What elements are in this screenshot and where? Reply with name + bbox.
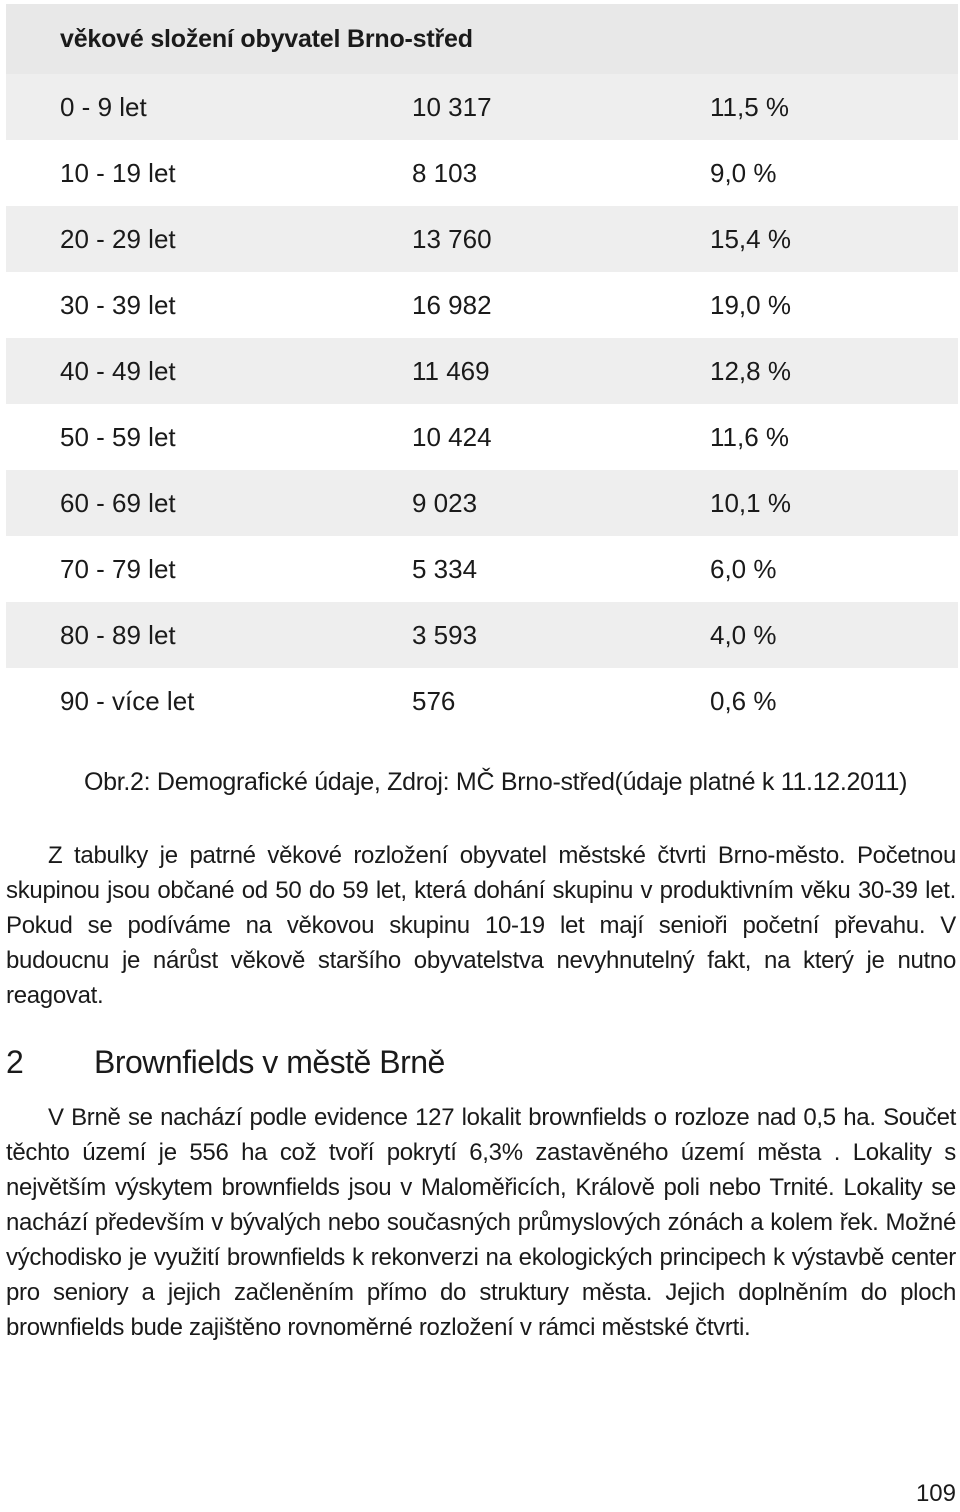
paragraph-age-analysis <box>6 838 956 1013</box>
percentage-cell: 12,8 % <box>710 355 791 386</box>
table-title: věkové složení obyvatel Brno-střed <box>6 4 958 74</box>
table-row <box>6 668 958 734</box>
table-row <box>6 602 958 668</box>
percentage-cell: 19,0 % <box>710 289 791 320</box>
percentage-cell: 0,6 % <box>710 685 777 716</box>
population-count-cell: 576 <box>412 685 456 716</box>
percentage-cell: 10,1 % <box>710 487 791 518</box>
percentage-cell: 4,0 % <box>710 619 777 650</box>
table-row <box>6 140 958 206</box>
percentage-cell: 11,6 % <box>710 421 790 452</box>
age-group-cell: 10 - 19 let <box>60 157 176 188</box>
age-group-cell: 70 - 79 let <box>60 553 176 584</box>
age-group-cell: 0 - 9 let <box>60 91 147 122</box>
population-count-cell: 13 760 <box>412 223 492 254</box>
age-group-cell: 80 - 89 let <box>60 619 176 650</box>
table-row <box>6 536 958 602</box>
section-number: 2 <box>6 1044 24 1080</box>
percentage-cell: 11,5 % <box>710 91 790 122</box>
paragraph-brownfields <box>6 1100 956 1345</box>
percentage-cell: 9,0 % <box>710 157 777 188</box>
paragraph-text: Z tabulky je patrné věkové rozložení obyvatel městské čtvrti Brno-město. Početnou skupinou jsou občané od 50 do 59 let, která dohání skupinu v produktivním věku 30-39 let. Pokud se podíváme na věkovou skupinu 10-19 let mají senioři početní převahu. V budoucnu je nárůst věkově staršího obyvatelstva nevyhnutelný fakt, na který je nutno reagovat. <box>6 842 956 1009</box>
age-structure-table <box>6 4 958 734</box>
table-row <box>6 74 958 140</box>
section-heading <box>6 1044 445 1081</box>
age-group-cell: 20 - 29 let <box>60 223 176 254</box>
population-count-cell: 9 023 <box>412 487 478 518</box>
section-title: Brownfields v městě Brně <box>94 1044 445 1080</box>
table-row <box>6 470 958 536</box>
age-group-cell: 50 - 59 let <box>60 421 176 452</box>
table-row <box>6 338 958 404</box>
age-group-cell: 30 - 39 let <box>60 289 176 320</box>
age-group-cell: 90 - více let <box>60 685 195 716</box>
table-row <box>6 272 958 338</box>
table-body <box>6 74 958 734</box>
age-group-cell: 60 - 69 let <box>60 487 176 518</box>
population-count-cell: 10 317 <box>412 91 492 122</box>
population-count-cell: 10 424 <box>412 421 492 452</box>
percentage-cell: 15,4 % <box>710 223 791 254</box>
table-row <box>6 404 958 470</box>
page-number: 109 <box>915 1480 956 1507</box>
population-count-cell: 8 103 <box>412 157 478 188</box>
population-count-cell: 11 469 <box>412 355 490 386</box>
population-count-cell: 16 982 <box>412 289 492 320</box>
population-count-cell: 5 334 <box>412 553 478 584</box>
figure-caption: Obr.2: Demografické údaje, Zdroj: MČ Brno-střed(údaje platné k 11.12.2011) <box>84 768 908 796</box>
age-group-cell: 40 - 49 let <box>60 355 176 386</box>
percentage-cell: 6,0 % <box>710 553 777 584</box>
paragraph-text: V Brně se nachází podle evidence 127 lokalit brownfields o rozloze nad 0,5 ha. Součet těchto území je 556 ha což tvoří pokrytí 6,3% zastavěného území města . Lokality s největším výskytem brownfields jsou v Maloměřicích, Králově poli nebo Trnité. Lokality se nachází především v bývalých nebo současných průmyslových zónách a kolem řek. Možné východisko je využití brownfields k rekonverzi na ekologických principech k výstavbě center pro seniory a jejich začleněním přímo do struktury města. Jejich doplněním do ploch brownfields bude zajištěno rovnoměrné rozložení v rámci městské čtvrti. <box>6 1104 956 1341</box>
population-count-cell: 3 593 <box>412 619 478 650</box>
table-row <box>6 206 958 272</box>
